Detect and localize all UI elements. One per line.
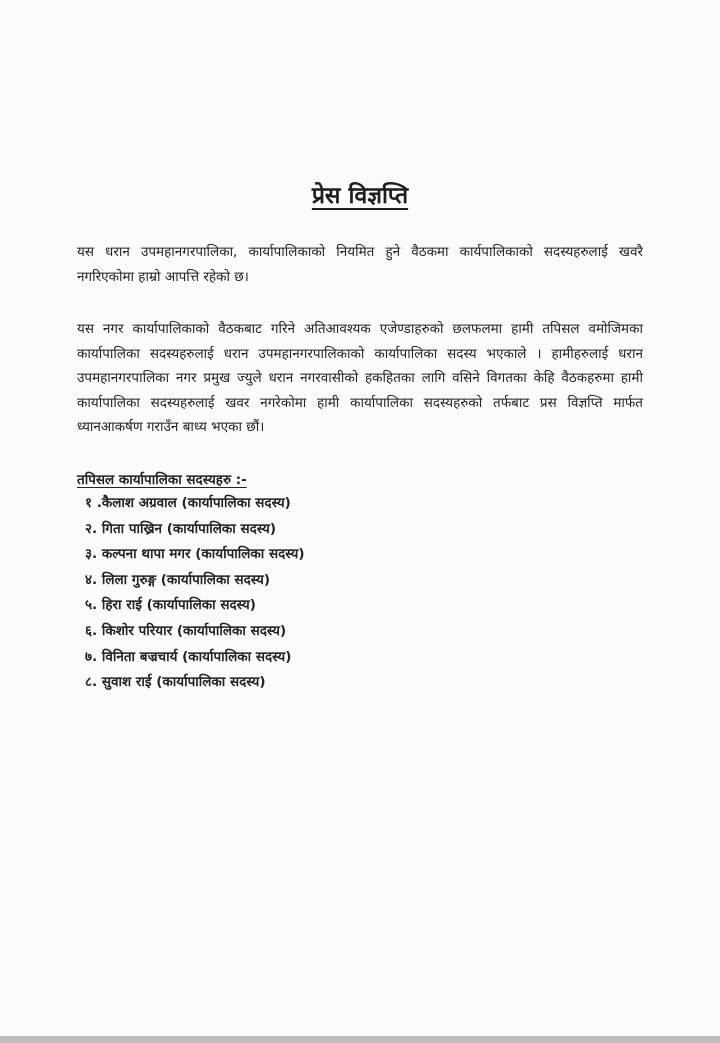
bottom-edge-strip — [0, 1036, 720, 1043]
members-list — [85, 493, 305, 698]
member-item: ८. सुवाश राई (कार्यापालिका सदस्य) — [85, 674, 266, 691]
member-item: ६. किशोर परियार (कार्यापालिका सदस्य) — [85, 622, 287, 639]
members-heading: तपिसल कार्यापालिका सदस्यहरु :- — [77, 472, 247, 488]
document-title: प्रेस विज्ञप्ति — [311, 183, 409, 209]
member-item: ५. हिरा राई (कार्यापालिका सदस्य) — [85, 597, 256, 614]
member-item: ७. विनिता बज्रचार्य (कार्यापालिका सदस्य) — [85, 648, 292, 665]
member-item: ४. लिला गुरुङ्ग (कार्यापालिका सदस्य) — [85, 571, 271, 588]
document-title-wrapper — [0, 178, 720, 210]
member-item: ३. कल्पना थापा मगर (कार्यापालिका सदस्य) — [85, 546, 305, 563]
paragraph-1: यस धरान उपमहानगरपालिका, कार्यापालिकाको नियमित हुने वैठकमा कार्यपालिकाको सदस्यहरुलाई खवरै नगरिएकोमा हाम्रो आपत्ति रहेको छ। — [77, 244, 643, 285]
member-item: १ .कैलाश अग्रवाल (कार्यापालिका सदस्य) — [85, 495, 291, 511]
member-item: २. गिता पाख्रिन (कार्यापालिका सदस्य) — [85, 520, 277, 537]
paragraph-2: यस नगर कार्यापालिकाको वैठकबाट गरिने अतिआवश्यक एजेण्डाहरुको छलफलमा हामी तपिसल वमोजिमका कार्यापालिका सदस्यहरुलाई धरान उपमहानगरपालिकाको कार्यापालिका सदस्य भएकाले । हामीहरुलाई धरान उपमहानगरपालिका नगर प्रमुख ज्युले धरान नगरवासीको हकहितका लागि वसिने विगतका केहि वैठकहरुमा हामी कार्यापालिका सदस्यहरुलाई खवर नगरेकोमा हामी कार्यापालिका सदस्यहरुको तर्फबाट प्रस विज्ञप्ति मार्फत ध्यानआकर्षण गराउँन बाध्य भएका छौं। — [77, 321, 643, 435]
